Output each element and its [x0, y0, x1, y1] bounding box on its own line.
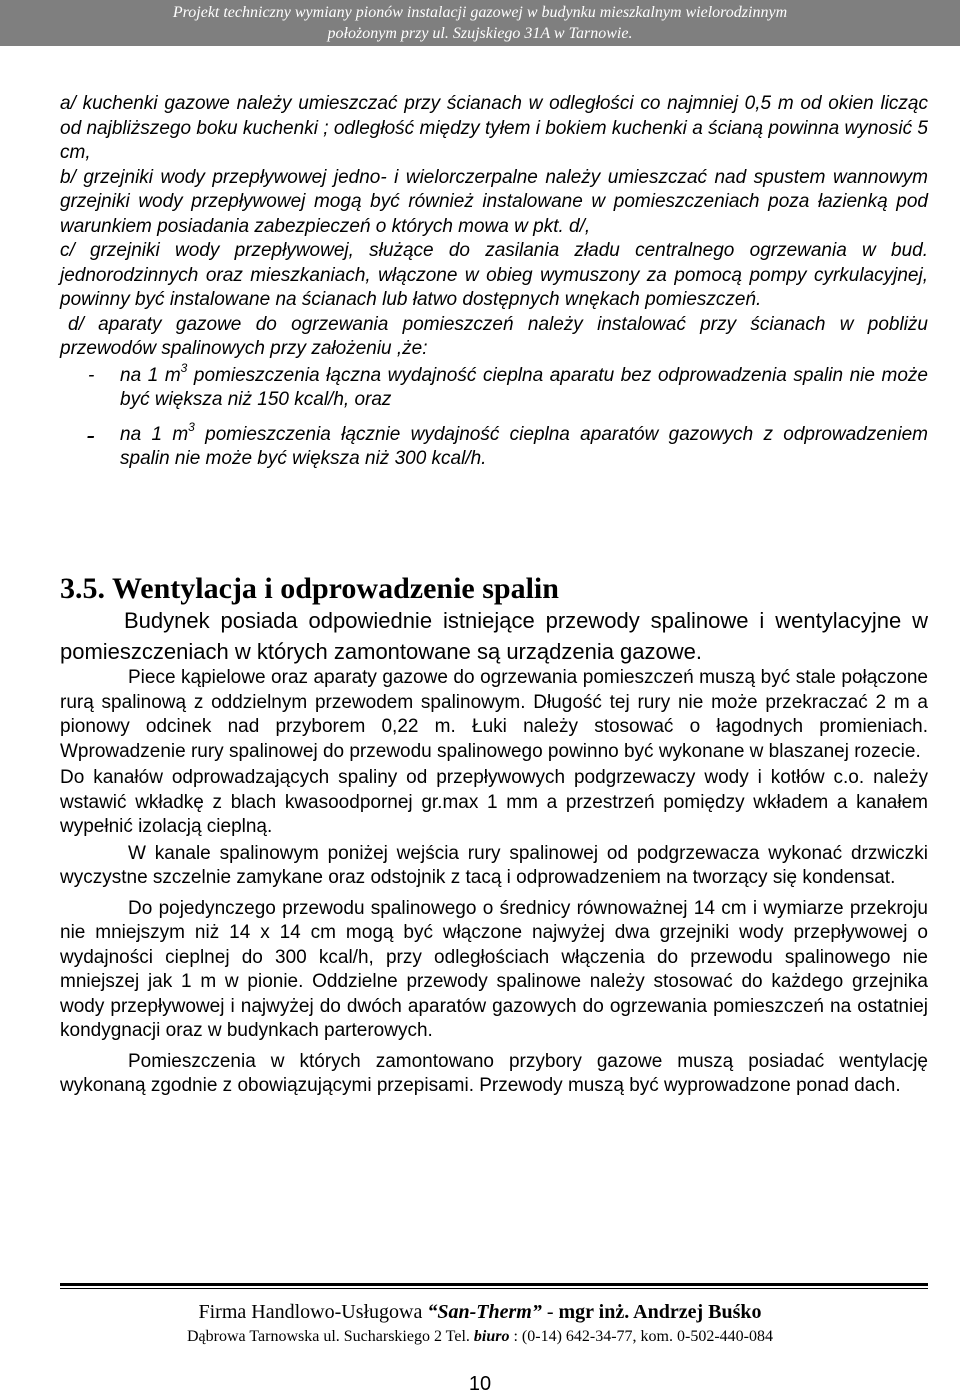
document-header — [0, 0, 960, 46]
cubic-exponent: 3 — [188, 419, 195, 434]
paragraph-ventilation: Pomieszczenia w których zamontowano przybory gazowe muszą posiadać wentylację wykonaną zgodnie z obowiązującymi przepisami. Przewody muszą być wyprowadzone ponad dach. — [60, 1050, 928, 1096]
footer-divider-thick — [60, 1283, 928, 1286]
gas-appliance-rules — [60, 92, 928, 472]
rule-item-a: a/ kuchenki gazowe należy umieszczać przy ścianach w odległości co najmniej 0,5 m od okien licząc od najbliższego boku kuchenki ; odległość między tyłem i bokiem kuchenki a ścianą powinna wynosić 5 cm, — [60, 93, 928, 163]
page-number: 10 — [468, 1373, 492, 1395]
contact-line — [0, 1326, 960, 1348]
subitem-2-prefix: na 1 m — [120, 423, 189, 445]
dash-bullet: - — [88, 364, 95, 386]
subitem-1-text: pomieszczenia łączna wydajność cieplna aparatu bez odprowadzenia spalin nie może być większa niż 150 kcal/h, oraz — [120, 364, 928, 410]
rule-item-c: c/ grzejniki wody przepływowej, służące do zasilania zładu centralnego ogrzewania w bud. jednorodzinnych oraz mieszkaniach, włączone w obieg wymuszony za pomocą pompy cyrkulacyjnej, powinny być instalowane na ścianach lub łatwo dostępnych wnękach pomieszczeń. — [60, 240, 928, 310]
company-name: “San-Therm” — [427, 1301, 542, 1323]
section-intro — [60, 605, 928, 667]
rule-item-d: d/ aparaty gazowe do ogrzewania pomieszczeń należy instalować przy ścianach w pobliżu przewodów spalinowych przy założeniu ,że: — [60, 313, 928, 359]
section-body — [60, 666, 928, 1101]
subitem-1-prefix: na 1 m — [120, 364, 181, 386]
company-address: Dąbrowa Tarnowska ul. Sucharskiego 2 Tel. — [187, 1328, 474, 1345]
cubic-exponent: 3 — [180, 360, 188, 375]
subitem-2-text: pomieszczenia łącznie wydajność cieplna aparatów gazowych z odprowadzeniem spalin nie może być większa niż 300 kcal/h. — [120, 423, 928, 469]
rule-subitem-2 — [60, 419, 928, 472]
company-prefix: Firma Handlowo-Usługowa — [198, 1301, 428, 1323]
paragraph-flue-pipes: Piece kąpielowe oraz aparaty gazowe do ogrzewania pomieszczeń muszą być stale połączone rurą spalinową z oddzielnym przewodem spalinowym. Długość tej rury nie może przekraczać 2 m a pionowy odcinek nad przyborem 0,22 m. Łuki należy stosować o łagodnych promieniach. Wprowadzenie rury spalinowej do przewodu spalinowego powinno być wykonane w blaszanej rozecie. — [60, 667, 928, 762]
footer-divider-thin — [60, 1288, 928, 1289]
contact-numbers: : (0-14) 642-34-77, kom. 0-502-440-084 — [509, 1328, 773, 1345]
paragraph-flue-sizing: Do pojedynczego przewodu spalinowego o średnicy równoważnej 14 cm i wymiarze przekroju nie mniejszym niż 14 x 14 cm mogą być włączone najwyżej dwa grzejniki wody przepływowej o wydajności cieplnej do 300 kcal/h, przy odległościach włączenia do przewodu spalinowego nie mniejszej jak 1 m w pionie. Oddzielne przewody spalinowe należy stosować do każdego grzejnika wody przepływowej i najwyżej do dwóch aparatów gazowych do ogrzewania pomieszczeń na ostatniej kondygnacji oraz w budynkach parterowych. — [60, 897, 928, 1041]
header-line-2: położonym przy ul. Szujskiego 31A w Tarnowie. — [327, 25, 633, 42]
company-footer — [0, 1298, 960, 1348]
company-separator: - — [541, 1301, 559, 1323]
owner-name: mgr inż. Andrzej Buśko — [558, 1301, 762, 1323]
header-line-1: Projekt techniczny wymiany pionów instalacji gazowej w budynku mieszkalnym wielorodzinnym — [172, 4, 788, 21]
rule-item-b: b/ grzejniki wody przepływowej jedno- i wielorczerpalne należy umieszczać nad spustem wannowym grzejniki wody przepływowej mogą być również instalowane w pomieszczeniach poza łazienką pod warunkiem posiadania zabezpieczeń o których mowa w pkt. d/, — [60, 166, 928, 237]
office-label: biuro — [473, 1328, 510, 1345]
rule-subitem-1 — [60, 360, 928, 413]
paragraph-cleanout: W kanale spalinowym poniżej wejścia rury spalinowej od podgrzewacza wykonać drzwiczki wyczystne szczelnie zamykane oraz odstojnik z tacą i odprowadzeniem na tworzący się kondensat. — [60, 842, 928, 888]
section-heading: 3.5. Wentylacja i odprowadzenie spalin — [60, 572, 559, 605]
company-line — [0, 1298, 960, 1326]
paragraph-liners: Do kanałów odprowadzających spaliny od przepływowych podgrzewaczy wody i kotłów c.o. należy wstawić wkładkę z blach kwasoodpornej gr.max 1 mm a przestrzeń pomiędzy wkładem a kanałem wypełnić izolacją cieplną. — [60, 767, 928, 837]
dash-bullet: - — [86, 419, 95, 450]
intro-paragraph: Budynek posiada odpowiednie istniejące przewody spalinowe i wentylacyjne w pomieszczeniach w których zamontowane są urządzenia gazowe. — [60, 608, 928, 664]
